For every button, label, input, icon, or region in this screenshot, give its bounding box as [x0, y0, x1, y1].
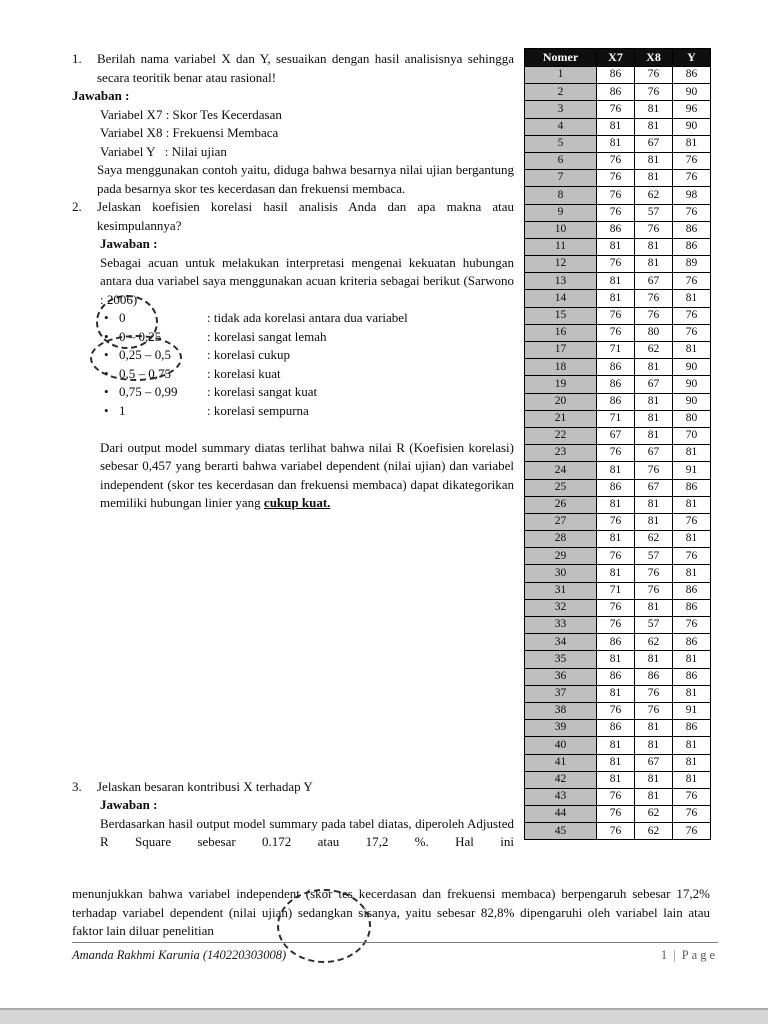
cell-value: 81	[635, 771, 673, 788]
cell-value: 81	[597, 737, 635, 754]
cell-value: 76	[635, 84, 673, 101]
footer-page-number: 1	[660, 948, 668, 962]
col-header-y: Y	[673, 49, 711, 67]
criteria-list	[104, 309, 514, 420]
cell-nomer: 15	[525, 307, 597, 324]
cell-value: 81	[597, 496, 635, 513]
q2-intro: Sebagai acuan untuk melakukan interpretasi mengenai kekuatan hubungan antara dua variabel saya menggunakan acuan kriteria sebagai berikut (Sarwono : 2006)	[100, 254, 514, 307]
criteria-item	[104, 328, 514, 347]
cell-value: 62	[635, 531, 673, 548]
cell-nomer: 26	[525, 496, 597, 513]
cell-nomer: 6	[525, 152, 597, 169]
cell-value: 86	[673, 221, 711, 238]
cell-nomer: 37	[525, 685, 597, 702]
cell-value: 76	[635, 685, 673, 702]
cell-value: 76	[597, 204, 635, 221]
criteria-meaning: : korelasi cukup	[207, 347, 291, 362]
criteria-meaning: : korelasi sangat lemah	[207, 328, 327, 344]
cell-value: 86	[673, 67, 711, 84]
cell-value: 76	[673, 152, 711, 169]
cell-value: 76	[597, 445, 635, 462]
cell-nomer: 28	[525, 531, 597, 548]
cell-value: 81	[635, 720, 673, 737]
question-1	[72, 50, 514, 87]
cell-value: 86	[597, 376, 635, 393]
question-2-number: 2.	[72, 199, 82, 214]
cell-value: 76	[635, 582, 673, 599]
cell-nomer: 8	[525, 187, 597, 204]
q2-conclusion	[100, 439, 514, 513]
cell-nomer: 5	[525, 135, 597, 152]
cell-value: 76	[597, 324, 635, 341]
cell-value: 76	[597, 599, 635, 616]
cell-value: 90	[673, 118, 711, 135]
cell-nomer: 38	[525, 702, 597, 719]
cell-value: 89	[673, 256, 711, 273]
cell-value: 86	[597, 479, 635, 496]
cell-value: 86	[673, 599, 711, 616]
cell-nomer: 14	[525, 290, 597, 307]
q3-answer-label: Jawaban :	[100, 797, 158, 812]
col-header-x7: X7	[597, 49, 635, 67]
question-3-text: Jelaskan besaran kontribusi X terhadap Y	[97, 778, 313, 794]
cell-value: 76	[635, 307, 673, 324]
cell-value: 57	[635, 548, 673, 565]
cell-value: 98	[673, 187, 711, 204]
cell-nomer: 3	[525, 101, 597, 118]
cell-value: 67	[635, 376, 673, 393]
cell-value: 81	[635, 788, 673, 805]
criteria-item	[104, 402, 514, 421]
cell-nomer: 24	[525, 462, 597, 479]
cell-value: 90	[673, 359, 711, 376]
cell-value: 81	[597, 531, 635, 548]
cell-value: 90	[673, 376, 711, 393]
cell-value: 86	[597, 359, 635, 376]
q1-variable-line-y: Variabel Y : Nilai ujian	[100, 143, 227, 159]
q3-answer-part2: menunjukkan bahwa variabel independent (skor tes kecerdasan dan frekuensi membaca) berpengaruh sebesar 17,2% terhadap variabel dependent (nilai ujian) sedangkan sisanya, yaitu sebesar 82,8% dipengaruhi oleh variabel lain atau faktor lain diluar penelitian	[72, 886, 710, 938]
cell-nomer: 36	[525, 668, 597, 685]
cell-value: 81	[635, 170, 673, 187]
cell-value: 76	[673, 617, 711, 634]
cell-nomer: 7	[525, 170, 597, 187]
criteria-meaning: : tidak ada korelasi antara dua variabel	[207, 310, 408, 325]
cell-value: 81	[597, 462, 635, 479]
cell-value: 81	[635, 496, 673, 513]
cell-value: 76	[597, 823, 635, 840]
cell-value: 81	[597, 651, 635, 668]
cell-nomer: 11	[525, 238, 597, 255]
vertical-spacer	[72, 513, 514, 778]
cell-value: 71	[597, 410, 635, 427]
cell-value: 76	[673, 273, 711, 290]
cell-value: 62	[635, 187, 673, 204]
cell-value: 81	[597, 290, 635, 307]
cell-nomer: 23	[525, 445, 597, 462]
cell-value: 81	[673, 342, 711, 359]
cell-value: 57	[635, 617, 673, 634]
bullet-icon: •	[104, 328, 109, 344]
criteria-meaning: : korelasi sangat kuat	[207, 384, 318, 399]
cell-value: 86	[597, 84, 635, 101]
cell-value: 62	[635, 634, 673, 651]
cell-nomer: 27	[525, 513, 597, 530]
criteria-item	[104, 383, 514, 402]
criteria-range: 0,75 – 0,99	[119, 384, 178, 399]
footer-author: Amanda Rakhmi Karunia (140220303008)	[72, 948, 287, 962]
cell-value: 81	[673, 771, 711, 788]
cell-value: 76	[597, 101, 635, 118]
cell-value: 76	[597, 307, 635, 324]
cell-nomer: 2	[525, 84, 597, 101]
cell-nomer: 44	[525, 806, 597, 823]
cell-value: 62	[635, 806, 673, 823]
cell-value: 71	[597, 582, 635, 599]
cell-value: 80	[635, 324, 673, 341]
cell-value: 81	[673, 135, 711, 152]
cell-value: 76	[597, 617, 635, 634]
cell-value: 81	[597, 238, 635, 255]
cell-value: 81	[673, 290, 711, 307]
cell-nomer: 16	[525, 324, 597, 341]
cell-nomer: 39	[525, 720, 597, 737]
text-column	[72, 50, 514, 852]
cell-value: 62	[635, 342, 673, 359]
criteria-range: 0,5 – 0,75	[119, 365, 171, 381]
cell-value: 67	[635, 479, 673, 496]
cell-value: 81	[635, 737, 673, 754]
cell-value: 81	[673, 737, 711, 754]
criteria-meaning: : korelasi sempurna	[207, 402, 309, 418]
question-1-text: Berilah nama variabel X dan Y, sesuaikan dengan hasil analisisnya sehingga secara teoritik benar atau rasional!	[97, 51, 514, 85]
cell-nomer: 21	[525, 410, 597, 427]
cell-value: 91	[673, 462, 711, 479]
criteria-item	[104, 309, 514, 328]
cell-value: 76	[635, 702, 673, 719]
cell-nomer: 31	[525, 582, 597, 599]
cell-value: 76	[597, 187, 635, 204]
q2-answer-label: Jawaban :	[100, 236, 158, 251]
criteria-range: 1	[119, 402, 126, 418]
page-footer	[72, 942, 718, 963]
bullet-icon: •	[104, 347, 109, 362]
q2-conclusion-text: Dari output model summary diatas terlihat bahwa nilai R (Koefisien korelasi) sebesar 0,457 yang berarti bahwa variabel dependent (nilai ujian) dan variabel independent (skor tes kecerdasan dan frekuensi membaca) dapat dikategorikan memiliki hubungan linier yang	[100, 439, 514, 510]
cell-value: 86	[597, 720, 635, 737]
footer-divider: |	[673, 948, 676, 962]
bullet-icon: •	[104, 365, 109, 381]
question-1-number: 1.	[72, 51, 82, 66]
cell-value: 76	[597, 702, 635, 719]
cell-value: 86	[673, 720, 711, 737]
cell-value: 67	[635, 273, 673, 290]
q2-conclusion-emphasis: cukup kuat.	[263, 495, 331, 510]
cell-value: 86	[673, 634, 711, 651]
cell-value: 91	[673, 702, 711, 719]
cell-nomer: 45	[525, 823, 597, 840]
cell-value: 81	[597, 685, 635, 702]
cell-value: 67	[635, 754, 673, 771]
cell-value: 86	[597, 221, 635, 238]
cell-value: 81	[673, 496, 711, 513]
cell-nomer: 29	[525, 548, 597, 565]
criteria-meaning: : korelasi kuat	[207, 365, 281, 381]
cell-value: 76	[673, 548, 711, 565]
question-2-text: Jelaskan koefisien korelasi hasil analisis Anda dan apa makna atau kesimpulannya?	[97, 199, 514, 233]
cell-value: 86	[597, 668, 635, 685]
cell-value: 76	[635, 462, 673, 479]
cell-value: 81	[673, 685, 711, 702]
cell-value: 86	[673, 668, 711, 685]
cell-value: 76	[597, 806, 635, 823]
cell-nomer: 22	[525, 427, 597, 444]
bullet-icon: •	[104, 310, 109, 325]
criteria-item	[104, 365, 514, 384]
cell-value: 76	[673, 170, 711, 187]
criteria-item	[104, 346, 514, 365]
cell-nomer: 33	[525, 617, 597, 634]
cell-nomer: 32	[525, 599, 597, 616]
cell-value: 76	[673, 324, 711, 341]
cell-nomer: 18	[525, 359, 597, 376]
cell-nomer: 13	[525, 273, 597, 290]
cell-value: 76	[597, 152, 635, 169]
cell-value: 76	[673, 204, 711, 221]
cell-value: 86	[673, 582, 711, 599]
cell-value: 76	[635, 290, 673, 307]
cell-nomer: 17	[525, 342, 597, 359]
cell-value: 81	[635, 101, 673, 118]
q1-answer-label: Jawaban :	[72, 88, 130, 103]
cell-value: 76	[673, 307, 711, 324]
cell-nomer: 35	[525, 651, 597, 668]
footer-page-label: Page	[681, 948, 718, 962]
cell-nomer: 41	[525, 754, 597, 771]
cell-nomer: 10	[525, 221, 597, 238]
col-header-nomer: Nomer	[525, 49, 597, 67]
cell-value: 81	[635, 152, 673, 169]
cell-value: 81	[597, 118, 635, 135]
cell-value: 86	[597, 634, 635, 651]
criteria-range: 0 – 0,25	[119, 328, 162, 344]
cell-value: 76	[635, 565, 673, 582]
cell-value: 96	[673, 101, 711, 118]
cell-value: 81	[673, 531, 711, 548]
q1-explanation: Saya menggunakan contoh yaitu, diduga bahwa besarnya nilai ujian bergantung pada besarnya skor tes kecerdasan dan frekuensi membaca.	[97, 162, 514, 196]
cell-value: 81	[597, 565, 635, 582]
cell-nomer: 40	[525, 737, 597, 754]
cell-value: 81	[597, 771, 635, 788]
cell-value: 81	[597, 754, 635, 771]
cell-value: 76	[597, 513, 635, 530]
question-3-number: 3.	[72, 778, 82, 794]
cell-value: 76	[673, 806, 711, 823]
cell-value: 76	[673, 823, 711, 840]
cell-value: 81	[635, 599, 673, 616]
cell-value: 76	[673, 788, 711, 805]
q1-variable-line-x8: Variabel X8 : Frekuensi Membaca	[100, 125, 279, 140]
cell-value: 90	[673, 84, 711, 101]
cell-nomer: 25	[525, 479, 597, 496]
bullet-icon: •	[104, 402, 109, 418]
cell-value: 76	[673, 513, 711, 530]
cell-nomer: 34	[525, 634, 597, 651]
cell-nomer: 12	[525, 256, 597, 273]
cell-value: 67	[597, 427, 635, 444]
cell-nomer: 42	[525, 771, 597, 788]
cell-value: 76	[597, 788, 635, 805]
cell-value: 81	[673, 651, 711, 668]
cell-value: 57	[635, 204, 673, 221]
cell-value: 81	[635, 427, 673, 444]
q3-answer-part1: Berdasarkan hasil output model summary pada tabel diatas, diperoleh Adjusted R Square sebesar 0.172 atau 17,2 %. Hal ini	[100, 815, 514, 849]
cell-value: 81	[597, 135, 635, 152]
cell-value: 90	[673, 393, 711, 410]
cell-value: 76	[597, 170, 635, 187]
footer-page-info	[661, 948, 718, 963]
cell-value: 81	[597, 273, 635, 290]
cell-value: 86	[597, 67, 635, 84]
question-3	[72, 778, 514, 797]
cell-nomer: 4	[525, 118, 597, 135]
cell-value: 76	[597, 256, 635, 273]
cell-nomer: 9	[525, 204, 597, 221]
cell-value: 81	[635, 513, 673, 530]
cell-value: 81	[635, 256, 673, 273]
cell-value: 62	[635, 823, 673, 840]
cell-value: 76	[635, 221, 673, 238]
cell-value: 81	[635, 651, 673, 668]
cell-nomer: 19	[525, 376, 597, 393]
cell-value: 67	[635, 445, 673, 462]
cell-nomer: 43	[525, 788, 597, 805]
cell-value: 81	[673, 565, 711, 582]
cell-value: 81	[635, 359, 673, 376]
cell-value: 71	[597, 342, 635, 359]
question-2	[72, 198, 514, 235]
cell-value: 70	[673, 427, 711, 444]
cell-value: 67	[635, 135, 673, 152]
cell-nomer: 1	[525, 67, 597, 84]
cell-value: 81	[635, 410, 673, 427]
criteria-range: 0,25 – 0,5	[119, 347, 171, 362]
cell-value: 80	[673, 410, 711, 427]
cell-value: 81	[673, 445, 711, 462]
q1-variable-line-x7: Variabel X7 : Skor Tes Kecerdasan	[100, 106, 282, 122]
cell-value: 86	[673, 238, 711, 255]
cell-value: 76	[597, 548, 635, 565]
cell-value: 86	[673, 479, 711, 496]
cell-value: 76	[635, 67, 673, 84]
criteria-range: 0	[119, 310, 126, 325]
col-header-x8: X8	[635, 49, 673, 67]
cell-value: 81	[635, 118, 673, 135]
cell-nomer: 20	[525, 393, 597, 410]
bullet-icon: •	[104, 384, 109, 399]
cell-value: 81	[635, 393, 673, 410]
cell-value: 86	[635, 668, 673, 685]
cell-value: 81	[635, 238, 673, 255]
cell-nomer: 30	[525, 565, 597, 582]
cell-value: 81	[673, 754, 711, 771]
cell-value: 86	[597, 393, 635, 410]
